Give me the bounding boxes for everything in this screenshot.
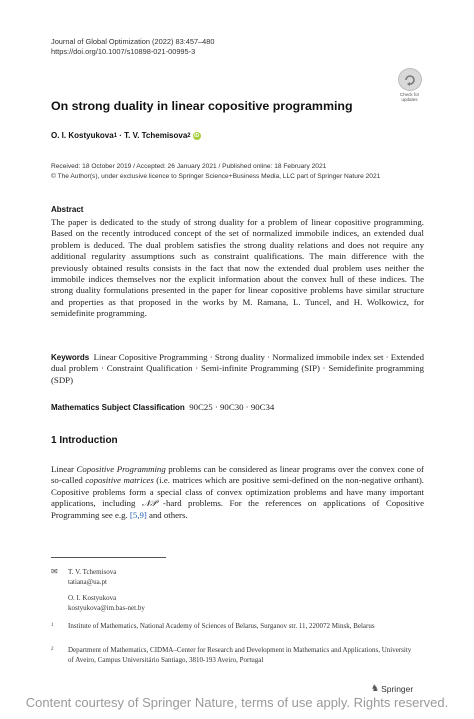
abstract-text: The paper is dedicated to the study of strong duality for a problem of linear copositive programming. Based on the recently introduced concept of the set of normalized immobile indices, an extended dual problem is deduced. The dual problem satisfies the strong duality relations and does not require any additional regularity assumptions such as constraint qualifications. The main difference with the previously obtained results consists in the fact that now the extended dual problem uses neither the immobile indices themselves nor the explicit information about the convex hull of these indices. The strong duality formulations presented in the paper for linear copositive problems have similar structure and properties as that proposed in the works by M. Ramana, L. Tuncel, and H. Wolkowicz, for semidefinite programming. <box>51 217 424 319</box>
corresponding-email[interactable]: tatiana@ua.pt <box>68 578 107 586</box>
msc-block <box>51 402 274 412</box>
section-heading-introduction: 1 Introduction <box>51 435 118 446</box>
corresponding-author <box>68 567 116 587</box>
journal-citation: Journal of Global Optimization (2022) 83:457–480 <box>51 37 215 46</box>
introduction-paragraph: Linear Copositive Programming problems can be considered as linear programs over the convex cone of so-called copositive matrices (i.e. matrices which are positive semi-defined on the non-negative orthant). Copositive problems form a special class of convex optimization problems and have many important applications, including 𝒩𝒫 -hard problems. For the references on applications of Copositive Programming see e.g. [5,9] and others. <box>51 464 424 520</box>
footnote-divider <box>51 557 166 558</box>
author-2[interactable]: T. V. Tchemisova <box>124 131 188 140</box>
publication-dates <box>51 162 380 181</box>
affiliation-1: Institute of Mathematics, National Academy of Sciences of Belarus, Surganov str. 11, 220072 Minsk, Belarus <box>68 622 375 630</box>
journal-header <box>51 37 215 57</box>
affiliation-2: Department of Mathematics, CIDMA–Center for Research and Development in Mathematics and Applications, University of Aveiro, Campus Universitário Santiago, 3810-193 Aveiro, Portugal <box>68 646 412 664</box>
history-line: Received: 18 October 2019 / Accepted: 26 January 2021 / Published online: 18 February 2021 <box>51 163 327 170</box>
author-1-affiliation: 1 <box>113 132 118 139</box>
check-for-updates-badge[interactable] <box>393 68 426 102</box>
springer-horse-icon: ♞ <box>371 683 380 693</box>
keywords-block <box>51 352 424 386</box>
author-2-affiliation: 2 <box>187 132 191 139</box>
abstract-heading: Abstract <box>51 205 84 214</box>
msc-codes: 90C25 · 90C30 · 90C34 <box>189 402 275 412</box>
second-author-email[interactable]: kostyukova@im.bas-net.by <box>68 604 145 612</box>
citation-link[interactable]: [5,9] <box>129 509 147 520</box>
affiliation-2-number: 2 <box>51 647 54 652</box>
author-list <box>51 131 201 140</box>
envelope-icon: ✉ <box>51 567 58 576</box>
affiliation-1-number: 1 <box>51 623 54 628</box>
keywords-text: Linear Copositive Programming · Strong duality · Normalized immobile index set · Extended dual problem · Constraint Qualification · Semi-infinite Programming (SIP) · Semidefinite programming (SDP) <box>51 352 424 385</box>
author-separator: · <box>117 131 125 140</box>
orcid-icon[interactable]: iD <box>194 132 200 139</box>
msc-label: Mathematics Subject Classification <box>51 403 185 412</box>
check-updates-icon <box>398 68 422 91</box>
courtesy-notice: Content courtesy of Springer Nature, terms of use apply. Rights reserved. <box>25 695 449 710</box>
author-1[interactable]: O. I. Kostyukova <box>51 131 114 140</box>
keywords-label: Keywords <box>51 353 90 362</box>
doi-link[interactable]: https://doi.org/10.1007/s10898-021-00995-3 <box>51 47 196 56</box>
second-author-name: O. I. Kostyukova <box>68 594 117 602</box>
badge-label: Check for updates <box>399 92 420 102</box>
paper-title: On strong duality in linear copositive programming <box>51 99 353 113</box>
springer-logo <box>371 683 413 694</box>
second-author-contact <box>68 593 145 613</box>
publisher-name: Springer <box>381 683 414 694</box>
corresponding-name: T. V. Tchemisova <box>68 568 117 576</box>
copyright-line: © The Author(s), under exclusive licence to Springer Science+Business Media, LLC part of Springer Nature 2021 <box>51 172 381 180</box>
